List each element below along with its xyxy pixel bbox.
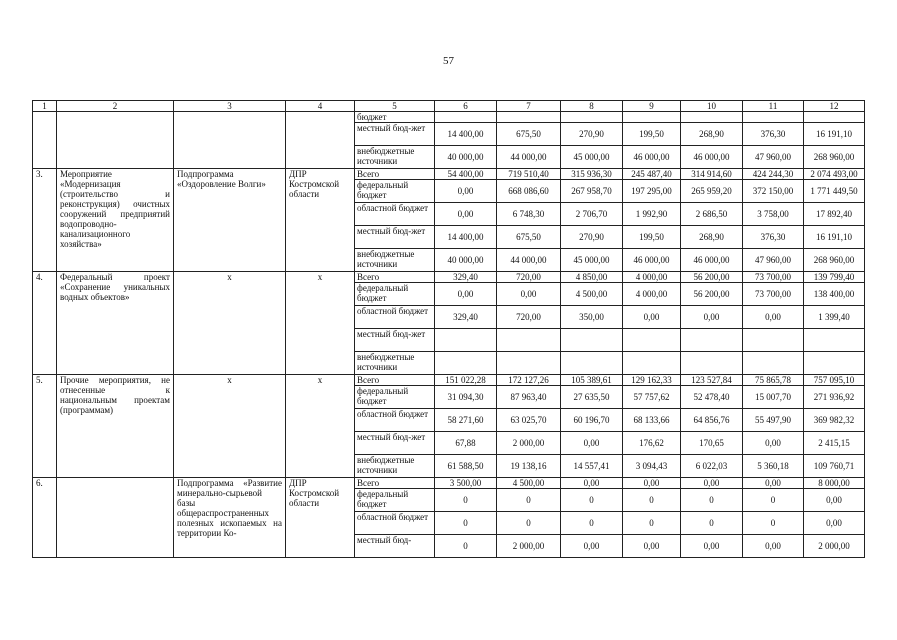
header-cell: 7: [497, 101, 561, 112]
value-cell: 2 415,15: [804, 432, 865, 455]
value-cell: [561, 112, 623, 123]
funding-source: федеральный бюджет: [355, 283, 435, 306]
value-cell: [623, 112, 681, 123]
funding-source: бюджет: [355, 112, 435, 123]
executor: х: [286, 272, 355, 375]
value-cell: 63 025,70: [497, 409, 561, 432]
value-cell: 31 094,30: [435, 386, 497, 409]
value-cell: 17 892,40: [804, 203, 865, 226]
value-cell: 199,50: [623, 123, 681, 146]
row-number: 3.: [33, 169, 57, 272]
value-cell: 668 086,60: [497, 180, 561, 203]
value-cell: [497, 112, 561, 123]
value-cell: 4 000,00: [623, 283, 681, 306]
value-cell: 0: [681, 489, 743, 512]
header-cell: 4: [286, 101, 355, 112]
value-cell: 376,30: [743, 123, 804, 146]
value-cell: [435, 329, 497, 352]
value-cell: 44 000,00: [497, 146, 561, 169]
value-cell: 57 757,62: [623, 386, 681, 409]
value-cell: 109 760,71: [804, 455, 865, 478]
header-cell: 10: [681, 101, 743, 112]
value-cell: [681, 352, 743, 375]
measure-name: [57, 112, 174, 169]
value-cell: 0,00: [681, 306, 743, 329]
header-cell: 9: [623, 101, 681, 112]
value-cell: 0,00: [623, 306, 681, 329]
header-cell: 3: [174, 101, 286, 112]
funding-source: местный бюд-жет: [355, 123, 435, 146]
value-cell: 1 992,90: [623, 203, 681, 226]
funding-source: местный бюд-: [355, 535, 435, 558]
value-cell: 268,90: [681, 123, 743, 146]
value-cell: 47 960,00: [743, 249, 804, 272]
value-cell: 6 022,03: [681, 455, 743, 478]
value-cell: [743, 329, 804, 352]
value-cell: [435, 352, 497, 375]
table-row: [33, 169, 865, 180]
value-cell: 197 295,00: [623, 180, 681, 203]
value-cell: 265 959,20: [681, 180, 743, 203]
funding-source: Всего: [355, 478, 435, 489]
header-cell: 6: [435, 101, 497, 112]
value-cell: 2 000,00: [497, 432, 561, 455]
row-number: 6.: [33, 478, 57, 558]
value-cell: 0,00: [681, 478, 743, 489]
executor: ДПР Костромской области: [286, 169, 355, 272]
value-cell: 245 487,40: [623, 169, 681, 180]
value-cell: 67,88: [435, 432, 497, 455]
value-cell: 73 700,00: [743, 283, 804, 306]
value-cell: 0,00: [623, 535, 681, 558]
value-cell: 0,00: [743, 535, 804, 558]
page-number: 57: [443, 55, 454, 67]
value-cell: 270,90: [561, 123, 623, 146]
value-cell: 58 271,60: [435, 409, 497, 432]
value-cell: 0,00: [497, 283, 561, 306]
value-cell: 757 095,10: [804, 375, 865, 386]
value-cell: [681, 112, 743, 123]
value-cell: [743, 352, 804, 375]
value-cell: [623, 352, 681, 375]
value-cell: [743, 112, 804, 123]
value-cell: 5 360,18: [743, 455, 804, 478]
header-cell: 11: [743, 101, 804, 112]
value-cell: 105 389,61: [561, 375, 623, 386]
row-number: 5.: [33, 375, 57, 478]
funding-source: внебюджетные источники: [355, 146, 435, 169]
value-cell: 424 244,30: [743, 169, 804, 180]
value-cell: [804, 112, 865, 123]
executor: х: [286, 375, 355, 478]
value-cell: 14 557,41: [561, 455, 623, 478]
value-cell: 19 138,16: [497, 455, 561, 478]
value-cell: 0,00: [743, 432, 804, 455]
value-cell: 129 162,33: [623, 375, 681, 386]
value-cell: 376,30: [743, 226, 804, 249]
value-cell: 2 000,00: [497, 535, 561, 558]
funding-source: внебюджетные источники: [355, 455, 435, 478]
executor: [286, 112, 355, 169]
header-cell: 12: [804, 101, 865, 112]
value-cell: 271 936,92: [804, 386, 865, 409]
value-cell: [804, 329, 865, 352]
value-cell: 0,00: [743, 478, 804, 489]
value-cell: 14 400,00: [435, 226, 497, 249]
funding-source: областной бюджет: [355, 306, 435, 329]
value-cell: 61 588,50: [435, 455, 497, 478]
value-cell: 138 400,00: [804, 283, 865, 306]
funding-source: внебюджетные источники: [355, 352, 435, 375]
value-cell: 45 000,00: [561, 249, 623, 272]
value-cell: 369 982,32: [804, 409, 865, 432]
program-name: х: [174, 272, 286, 375]
value-cell: 172 127,26: [497, 375, 561, 386]
value-cell: 40 000,00: [435, 146, 497, 169]
header-cell: 8: [561, 101, 623, 112]
value-cell: 0,00: [435, 180, 497, 203]
value-cell: 0: [743, 512, 804, 535]
value-cell: 46 000,00: [681, 146, 743, 169]
value-cell: 68 133,66: [623, 409, 681, 432]
value-cell: 0: [681, 512, 743, 535]
row-number: 4.: [33, 272, 57, 375]
value-cell: 170,65: [681, 432, 743, 455]
value-cell: [804, 352, 865, 375]
value-cell: 720,00: [497, 306, 561, 329]
value-cell: 0: [435, 535, 497, 558]
value-cell: 675,50: [497, 123, 561, 146]
value-cell: 0,00: [804, 489, 865, 512]
funding-source: местный бюд-жет: [355, 226, 435, 249]
value-cell: 4 850,00: [561, 272, 623, 283]
value-cell: 0,00: [623, 478, 681, 489]
table-row: [33, 478, 865, 489]
value-cell: 4 000,00: [623, 272, 681, 283]
value-cell: 2 686,50: [681, 203, 743, 226]
value-cell: 47 960,00: [743, 146, 804, 169]
funding-source: местный бюд-жет: [355, 329, 435, 352]
value-cell: 315 936,30: [561, 169, 623, 180]
value-cell: 1 399,40: [804, 306, 865, 329]
value-cell: 0,00: [561, 478, 623, 489]
value-cell: 87 963,40: [497, 386, 561, 409]
value-cell: 314 914,60: [681, 169, 743, 180]
value-cell: 0: [435, 489, 497, 512]
value-cell: 54 400,00: [435, 169, 497, 180]
value-cell: 372 150,00: [743, 180, 804, 203]
value-cell: 3 758,00: [743, 203, 804, 226]
value-cell: 268 960,00: [804, 249, 865, 272]
value-cell: [623, 329, 681, 352]
funding-source: местный бюд-жет: [355, 432, 435, 455]
value-cell: 3 094,43: [623, 455, 681, 478]
header-cell: 2: [57, 101, 174, 112]
value-cell: 0: [623, 489, 681, 512]
program-name: х: [174, 375, 286, 478]
table-row: [33, 112, 865, 123]
value-cell: 720,00: [497, 272, 561, 283]
value-cell: 0,00: [435, 203, 497, 226]
value-cell: 4 500,00: [497, 478, 561, 489]
value-cell: 64 856,76: [681, 409, 743, 432]
value-cell: 675,50: [497, 226, 561, 249]
measure-name: Федеральный проект «Сохранение уникальных водных объектов»: [57, 272, 174, 375]
value-cell: [497, 329, 561, 352]
value-cell: 151 022,28: [435, 375, 497, 386]
value-cell: 27 635,50: [561, 386, 623, 409]
row-number: [33, 112, 57, 169]
value-cell: 0: [435, 512, 497, 535]
value-cell: [681, 329, 743, 352]
value-cell: 14 400,00: [435, 123, 497, 146]
value-cell: 199,50: [623, 226, 681, 249]
value-cell: 0: [561, 512, 623, 535]
value-cell: 0,00: [743, 306, 804, 329]
funding-source: Всего: [355, 375, 435, 386]
funding-source: внебюджетные источники: [355, 249, 435, 272]
value-cell: 55 497,90: [743, 409, 804, 432]
value-cell: 0,00: [435, 283, 497, 306]
value-cell: 268 960,00: [804, 146, 865, 169]
value-cell: 0,00: [681, 535, 743, 558]
budget-table: [32, 100, 865, 558]
value-cell: 2 000,00: [804, 535, 865, 558]
value-cell: 0: [497, 489, 561, 512]
value-cell: 0: [743, 489, 804, 512]
value-cell: 6 748,30: [497, 203, 561, 226]
value-cell: 4 500,00: [561, 283, 623, 306]
value-cell: 44 000,00: [497, 249, 561, 272]
funding-source: Всего: [355, 272, 435, 283]
measure-name: Прочие мероприятия, не отнесенные к национальным проектам (программам): [57, 375, 174, 478]
value-cell: 46 000,00: [623, 249, 681, 272]
value-cell: 719 510,40: [497, 169, 561, 180]
value-cell: 350,00: [561, 306, 623, 329]
program-name: Подпрограмма «Оздоровление Волги»: [174, 169, 286, 272]
value-cell: 267 958,70: [561, 180, 623, 203]
header-cell: 1: [33, 101, 57, 112]
value-cell: 329,40: [435, 272, 497, 283]
value-cell: 268,90: [681, 226, 743, 249]
value-cell: 16 191,10: [804, 123, 865, 146]
executor: ДПР Костромской области: [286, 478, 355, 558]
value-cell: 52 478,40: [681, 386, 743, 409]
value-cell: [497, 352, 561, 375]
value-cell: [435, 112, 497, 123]
value-cell: 40 000,00: [435, 249, 497, 272]
value-cell: 0,00: [804, 512, 865, 535]
table-row: [33, 375, 865, 386]
value-cell: 270,90: [561, 226, 623, 249]
value-cell: 123 527,84: [681, 375, 743, 386]
funding-source: областной бюджет: [355, 512, 435, 535]
funding-source: областной бюджет: [355, 203, 435, 226]
program-name: [174, 112, 286, 169]
measure-name: Мероприятие «Модернизация (строительство и реконструкция) очистных сооружений предприятий водопроводно-канализационного хозяйства»: [57, 169, 174, 272]
value-cell: 15 007,70: [743, 386, 804, 409]
value-cell: 46 000,00: [623, 146, 681, 169]
value-cell: 139 799,40: [804, 272, 865, 283]
value-cell: 0: [623, 512, 681, 535]
value-cell: 16 191,10: [804, 226, 865, 249]
value-cell: 8 000,00: [804, 478, 865, 489]
funding-source: Всего: [355, 169, 435, 180]
value-cell: 0,00: [561, 535, 623, 558]
value-cell: 46 000,00: [681, 249, 743, 272]
value-cell: 3 500,00: [435, 478, 497, 489]
measure-name: [57, 478, 174, 558]
funding-source: федеральный бюджет: [355, 489, 435, 512]
header-row: [33, 101, 865, 112]
value-cell: 329,40: [435, 306, 497, 329]
value-cell: 56 200,00: [681, 272, 743, 283]
funding-source: федеральный бюджет: [355, 180, 435, 203]
value-cell: 75 865,78: [743, 375, 804, 386]
value-cell: 2 074 493,00: [804, 169, 865, 180]
table-row: [33, 272, 865, 283]
value-cell: 176,62: [623, 432, 681, 455]
value-cell: 73 700,00: [743, 272, 804, 283]
value-cell: 0,00: [561, 432, 623, 455]
header-cell: 5: [355, 101, 435, 112]
program-name: Подпрограмма «Развитие минерально-сырьевой базы общераспространенных полезных ископаемых на территории Ко-: [174, 478, 286, 558]
value-cell: 1 771 449,50: [804, 180, 865, 203]
value-cell: 60 196,70: [561, 409, 623, 432]
value-cell: [561, 329, 623, 352]
value-cell: 56 200,00: [681, 283, 743, 306]
value-cell: 45 000,00: [561, 146, 623, 169]
value-cell: 0: [497, 512, 561, 535]
value-cell: 2 706,70: [561, 203, 623, 226]
value-cell: [561, 352, 623, 375]
funding-source: областной бюджет: [355, 409, 435, 432]
value-cell: 0: [561, 489, 623, 512]
funding-source: федеральный бюджет: [355, 386, 435, 409]
